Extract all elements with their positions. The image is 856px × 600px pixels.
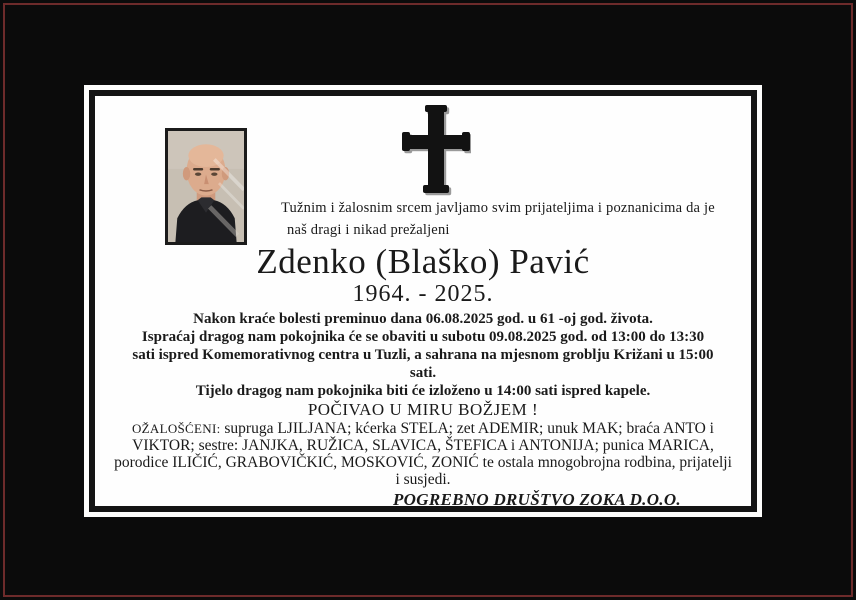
mourners-paragraph — [111, 420, 736, 488]
deceased-name: Zdenko (Blaško) Pavić — [256, 242, 590, 281]
funeral-company-signature: POGREBNO DRUŠTVO ZOKA D.O.O. — [393, 490, 681, 509]
main-text-column — [107, 243, 739, 509]
intro-line-1: Tužnim i žalosnim srcem javljamo svim prijateljima i poznanicima da je — [281, 200, 715, 216]
christian-cross-icon — [401, 104, 471, 199]
intro-text — [281, 197, 759, 241]
card-black-border — [89, 90, 757, 512]
portrait-photo-illustration — [168, 131, 244, 242]
card-content — [95, 96, 751, 509]
intro-line-2: naš dragi i nikad prežaljeni — [287, 222, 450, 238]
cross-glyph — [401, 104, 471, 199]
mourners-label: OŽALOŠĆENI: — [131, 421, 221, 436]
obituary-card — [84, 85, 762, 517]
announcement-line: sati ispred Komemorativnog centra u Tuzli, a sahrana na mjesnom groblju Križani u 15:00 — [132, 347, 714, 363]
portrait-photo — [165, 128, 247, 245]
birth-death-years: 1964. - 2025. — [352, 281, 494, 307]
announcement-line: sati. — [409, 365, 437, 381]
announcement-line: Ispraćaj dragog nam pokojnika će se obaviti u subotu 09.08.2025 god. od 13:00 do 13:30 — [141, 329, 705, 345]
mourners-names: supruga LJILJANA; kćerka STELA; zet ADEMIR; unuk MAK; braća ANTO i VIKTOR; sestre: JANJKA, RUŽICA, SLAVICA, ŠTEFICA i ANTONIJA; punica MARICA, porodice ILIČIĆ, GRABOVIČKIĆ, MOSKOVIĆ, ZONIĆ te ostala mnogobrojna rodbina, prijatelji i susjedi. — [114, 420, 732, 488]
rest-in-peace-line: POČIVAO U MIRU BOŽJEM ! — [307, 400, 539, 419]
announcement-line: Tijelo dragog nam pokojnika biti će izloženo u 14:00 sati ispred kapele. — [195, 383, 651, 399]
announcement-line: Nakon kraće bolesti preminuo dana 06.08.2025 god. u 61 -oj god. života. — [193, 311, 653, 327]
